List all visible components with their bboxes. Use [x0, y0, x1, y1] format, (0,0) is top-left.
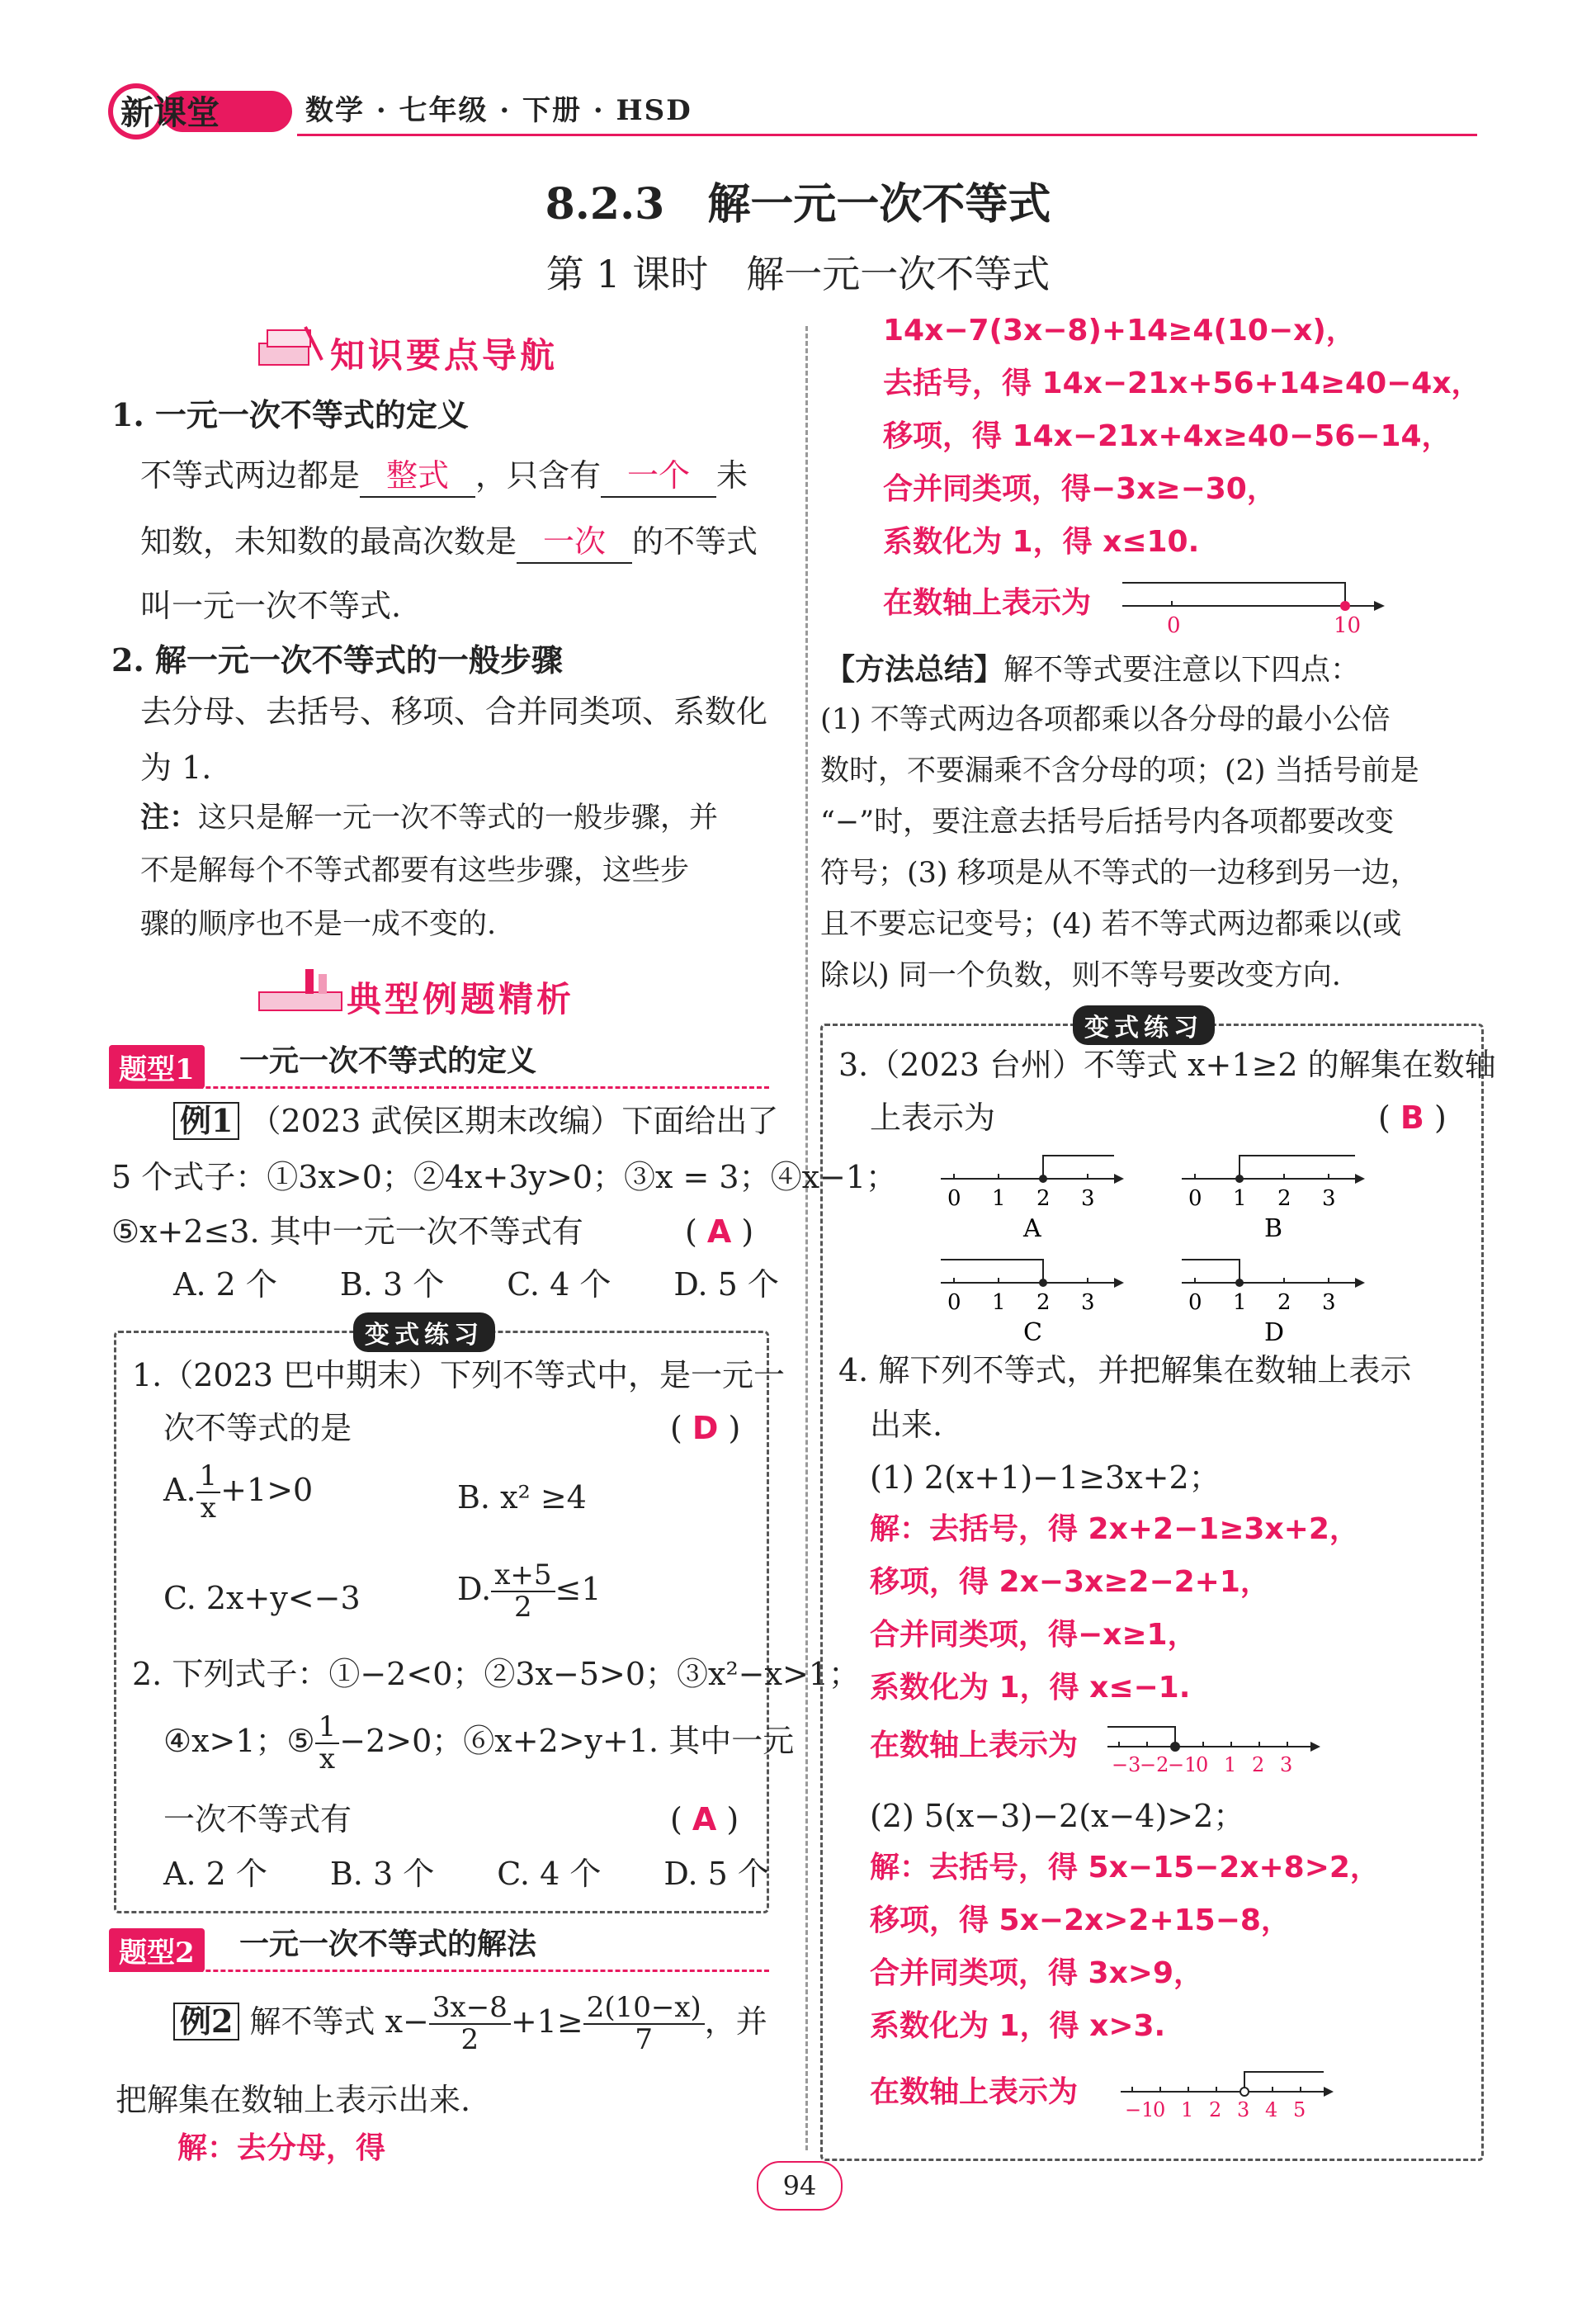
- ex2-solution-4: 移项，得 14x−21x+4x≥40−56−14，: [883, 419, 1452, 453]
- tick-label: 1: [992, 1186, 1006, 1211]
- endpoint-dot: [1171, 1743, 1179, 1751]
- knowledge-head-icon: [256, 319, 327, 373]
- k2-line2: 为 1.: [140, 750, 212, 786]
- q4b-problem: (2) 5(x−3)−2(x−4)>2；: [870, 1798, 1245, 1834]
- solution-ray: [1239, 1156, 1355, 1179]
- endpoint-dot: [1235, 1279, 1244, 1287]
- p1-option-c: C. 2x+y<−3: [163, 1580, 361, 1616]
- tick-label: 1: [992, 1290, 1006, 1315]
- ex2-label: 例2: [173, 2003, 239, 2041]
- endpoint-dot: [1240, 2088, 1249, 2096]
- q4-line1: 4. 解下列不等式，并把解集在数轴上表示: [838, 1352, 1412, 1388]
- lesson-title: 第 1 课时 解一元一次不等式: [545, 252, 1051, 296]
- ex1-line3: ⑤x+2≤3. 其中一元一次不等式有: [111, 1213, 583, 1250]
- ex2-solution-5: 合并同类项，得−3x≥−30，: [883, 472, 1277, 506]
- q4a-step3: 合并同类项，得−x≥1，: [870, 1618, 1197, 1652]
- endpoint-dot: [1039, 1279, 1047, 1287]
- tick-label: 3: [1322, 1186, 1336, 1211]
- p1-line2: 次不等式的是: [163, 1410, 352, 1446]
- ex2-line2: 把解集在数轴上表示出来.: [116, 2082, 471, 2118]
- tick-label: −3: [1112, 1753, 1141, 1776]
- q3-line1: 3.（2023 台州）不等式 x+1≥2 的解集在数轴: [838, 1047, 1496, 1083]
- tick-label: 2: [1277, 1186, 1291, 1211]
- type2-tag: 题型2: [109, 1928, 205, 1972]
- knowledge-section-heading: 知识要点导航: [330, 335, 559, 376]
- tick-label: 3: [1322, 1290, 1336, 1315]
- ex2-solution-3: 去括号，得 14x−21x+56+14≥40−4x，: [883, 367, 1481, 400]
- ex2-solution-1: 解：去分母，得: [177, 2131, 386, 2165]
- tick-label: 4: [1265, 2098, 1278, 2121]
- brand-logo: [106, 81, 295, 142]
- p2-line3: 一次不等式有: [163, 1801, 352, 1837]
- tick-label: 0: [1188, 1290, 1202, 1315]
- q4-line2: 出来.: [870, 1407, 943, 1443]
- q4b-step3: 合并同类项，得 3x>9，: [870, 1956, 1204, 1990]
- p1-option-a: A. $\frac{1}{x}$ +1>0: [163, 1459, 314, 1525]
- option-label: D: [1264, 1318, 1285, 1345]
- blank-2: 一个: [601, 456, 716, 498]
- q3-option-c: [941, 1260, 1124, 1345]
- tick-label: 2: [1277, 1290, 1291, 1315]
- q4b-step5: 在数轴上表示为: [870, 2075, 1079, 2109]
- p2-line1: 2. 下列式子：①−2<0；②3x−5>0；③x²−x>1；: [132, 1656, 860, 1692]
- q3-number-line-options: [941, 1139, 1452, 1345]
- axis-arrow: [1355, 1278, 1365, 1288]
- method-line3: 数时，不要漏乘不含分母的项；(2) 当括号前是: [820, 754, 1419, 787]
- solution-ray: [1107, 1727, 1175, 1747]
- tick-label: 3: [1280, 1753, 1293, 1776]
- type1-underline: [109, 1086, 769, 1089]
- ex1-line1: 例1 （2023 武侯区期末改编）下面给出了: [173, 1101, 778, 1142]
- practice-tag-left: 变式练习: [353, 1312, 495, 1352]
- type1-tag: 题型1: [109, 1045, 205, 1089]
- ex2-line1: 例2 解不等式 x− $\frac{3x-8}{2}$ +1≥ $\frac{2(10-x)}{7}$ ，并: [173, 1993, 767, 2056]
- axis-arrow: [1324, 2087, 1334, 2097]
- q4a-step4: 系数化为 1，得 x≤−1.: [870, 1671, 1191, 1705]
- axis-arrow: [1355, 1174, 1365, 1184]
- q4a-step1: 解：去括号，得 2x+2−1≥3x+2，: [870, 1512, 1359, 1546]
- q4a-step2: 移项，得 2x−3x≥2−2+1，: [870, 1565, 1270, 1599]
- tick-label: 2: [1036, 1290, 1051, 1315]
- k1-title: 1. 一元一次不等式的定义: [111, 396, 469, 433]
- note-line2: 不是解每个不等式都要有这些步骤，这些步: [140, 854, 690, 887]
- ex1-options: A. 2 个 B. 3 个 C. 4 个 D. 5 个: [173, 1266, 779, 1303]
- tick-label: 1: [1224, 1753, 1237, 1776]
- q4a-step5: 在数轴上表示为: [870, 1728, 1079, 1762]
- note-line3: 骤的顺序也不是一成不变的.: [140, 908, 497, 941]
- q3-option-b: [1182, 1156, 1365, 1243]
- q3-line2: 上表示为: [870, 1100, 996, 1136]
- type2-underline: [109, 1970, 769, 1972]
- solution-ray: [1244, 2072, 1324, 2092]
- endpoint-dot: [1039, 1175, 1047, 1183]
- ex2-solution-6: 系数化为 1，得 x≤10.: [883, 525, 1200, 559]
- q4a-problem: (1) 2(x+1)−1≥3x+2；: [870, 1459, 1221, 1496]
- ex1-answer: ( A ): [685, 1213, 754, 1250]
- practice-tag-right: 变式练习: [1073, 1005, 1215, 1045]
- examples-head-icon: [256, 962, 347, 1017]
- p1-line1: 1.（2023 巴中期末）下列不等式中，是一元一: [132, 1357, 786, 1393]
- number-line-example2: [1122, 570, 1386, 636]
- tick-label: 1: [1233, 1186, 1247, 1211]
- q3-answer: ( B ): [1378, 1100, 1447, 1136]
- tick-label: 0: [1188, 1186, 1202, 1211]
- p1-option-b: B. x² ≥4: [457, 1479, 587, 1516]
- option-label: B: [1264, 1214, 1283, 1243]
- tick-label: 2: [1252, 1753, 1265, 1776]
- method-line7: 除以) 同一个负数，则不等号要改变方向.: [820, 959, 1341, 992]
- axis-arrow: [1114, 1278, 1124, 1288]
- q4b-step4: 系数化为 1，得 x>3.: [870, 2009, 1166, 2043]
- method-line2: (1) 不等式两边各项都乘以各分母的最小公倍: [820, 703, 1391, 736]
- p2-line2: ④x>1；⑤ $\frac{1}{x}$ −2>0；⑥x+2>y+1. 其中一元: [163, 1710, 795, 1776]
- k2-line1: 去分母、去括号、移项、合并同类项、系数化: [140, 693, 768, 730]
- solution-ray: [1182, 1260, 1239, 1283]
- ex1-label: 例1: [173, 1102, 239, 1140]
- ex2-solution-7: 在数轴上表示为: [883, 586, 1092, 620]
- option-label: C: [1023, 1318, 1042, 1345]
- method-line5: 符号；(3) 移项是从不等式的一边移到另一边，: [820, 857, 1419, 890]
- p2-options: A. 2 个 B. 3 个 C. 4 个 D. 5 个: [163, 1856, 769, 1892]
- tick-label: 2: [1209, 2098, 1222, 2121]
- ex1-line2: 5 个式子：①3x>0；②4x+3y>0；③x = 3；④x−1；: [111, 1159, 898, 1195]
- column-divider: [805, 326, 808, 2150]
- p2-answer: ( A ): [670, 1801, 739, 1837]
- blank-1: 整式: [360, 456, 475, 498]
- axis-arrow: [1310, 1742, 1320, 1752]
- k1-line2: 知数，未知数的最高次数是 一次 的不等式: [140, 522, 758, 564]
- solution-ray: [1043, 1156, 1114, 1179]
- svg-text:新课堂: 新课堂: [120, 93, 220, 132]
- q3-option-d: [1182, 1260, 1365, 1345]
- tick-label: 5: [1293, 2098, 1306, 2121]
- tick-label: 3: [1237, 2098, 1250, 2121]
- blank-3: 一次: [517, 522, 632, 564]
- tick-label: 3: [1081, 1290, 1095, 1315]
- ex2-solution-2: 14x−7(3x−8)+14≥4(10−x)，: [883, 314, 1356, 348]
- section-title: 8.2.3 解一元一次不等式: [545, 179, 1051, 229]
- option-label: A: [1023, 1214, 1041, 1243]
- p1-option-d: D. $\frac{x+5}{2}$ ≤1: [457, 1558, 602, 1624]
- endpoint-dot: [1235, 1175, 1244, 1183]
- k1-line1: 不等式两边都是 整式 ，只含有 一个 未: [140, 456, 748, 498]
- note-line1: 注：这只是解一元一次不等式的一般步骤，并: [140, 801, 719, 835]
- svg-text:10: 10: [1334, 613, 1362, 636]
- number-line-q4a: [1107, 1714, 1355, 1780]
- tick-label: 2: [1036, 1186, 1051, 1211]
- book-subtitle: 数学 · 七年级 · 下册 · HSD: [305, 94, 692, 127]
- q3-option-a: [941, 1156, 1124, 1243]
- tick-label: 1: [1233, 1290, 1247, 1315]
- solution-ray: [941, 1260, 1043, 1283]
- tick-label: 0: [947, 1290, 961, 1315]
- k1-line3: 叫一元一次不等式.: [140, 588, 402, 624]
- svg-text:0: 0: [1167, 613, 1181, 636]
- p1-answer: ( D ): [670, 1410, 741, 1446]
- type1-title: 一元一次不等式的定义: [239, 1043, 537, 1078]
- method-line4: “−”时，要注意去括号后括号内各项都要改变: [820, 806, 1395, 839]
- tick-label: 3: [1081, 1186, 1095, 1211]
- number-line-q4b: [1121, 2059, 1385, 2125]
- tick-label: −1: [1168, 1753, 1197, 1776]
- q4b-step1: 解：去括号，得 5x−15−2x+8>2，: [870, 1851, 1380, 1885]
- examples-section-heading: 典型例题精析: [347, 979, 575, 1019]
- tick-label: 1: [1181, 2098, 1194, 2121]
- tick-label: 0: [1196, 1753, 1209, 1776]
- method-line6: 且不要忘记变号；(4) 若不等式两边都乘以(或: [820, 908, 1402, 941]
- axis-arrow: [1114, 1174, 1124, 1184]
- method-line1: 【方法总结】解不等式要注意以下四点：: [825, 652, 1361, 687]
- tick-label: −1: [1125, 2098, 1155, 2121]
- tick-label: −2: [1140, 1753, 1169, 1776]
- type2-title: 一元一次不等式的解法: [239, 1927, 537, 1961]
- page-number: 94: [757, 2161, 843, 2211]
- q4b-step2: 移项，得 5x−2x>2+15−8，: [870, 1903, 1291, 1937]
- header-rule: [297, 134, 1477, 136]
- tick-label: 0: [947, 1186, 961, 1211]
- tick-label: 0: [1153, 2098, 1166, 2121]
- k2-title: 2. 解一元一次不等式的一般步骤: [111, 641, 563, 679]
